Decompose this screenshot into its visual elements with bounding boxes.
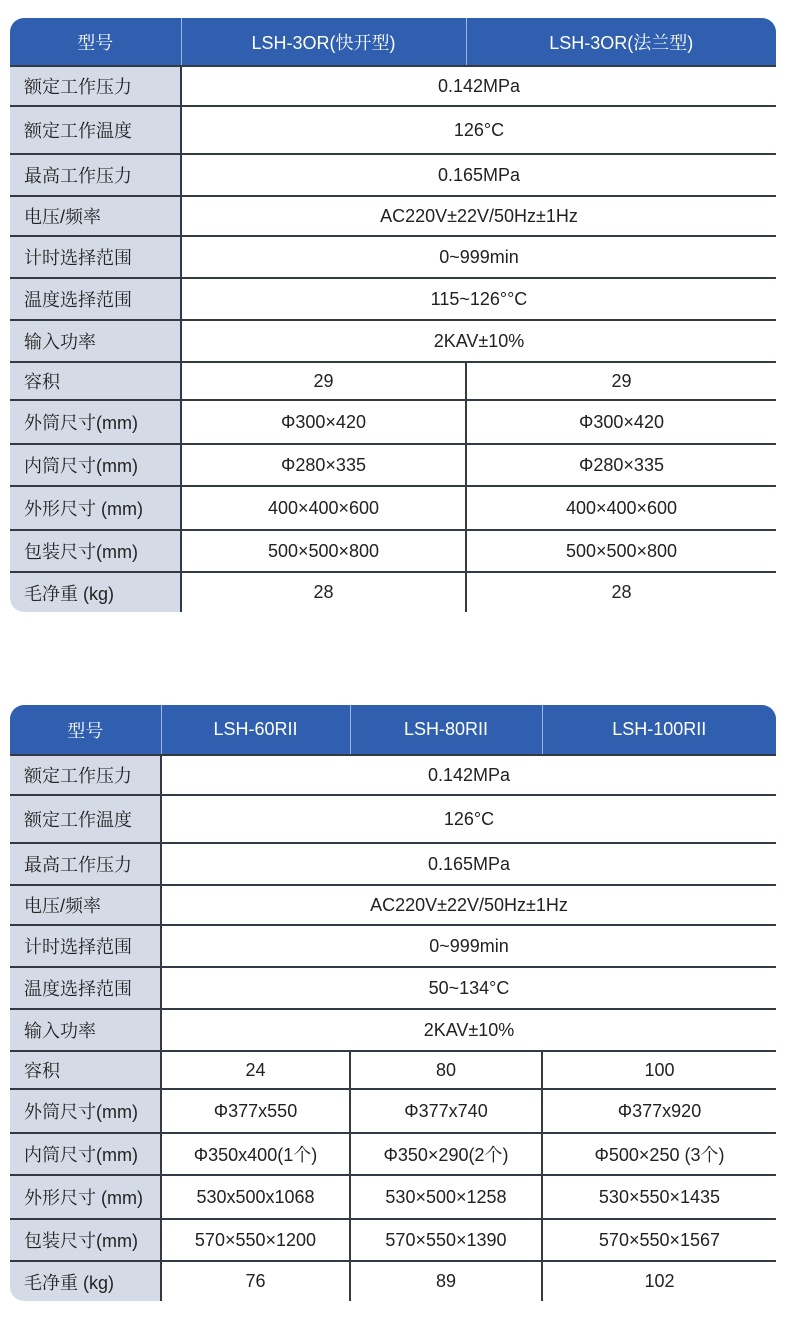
row-value: 102 — [542, 1261, 776, 1301]
table-row — [10, 106, 776, 154]
table-row — [10, 278, 776, 320]
table-row — [10, 154, 776, 196]
row-value: 0.142MPa — [161, 755, 776, 795]
table-row — [10, 1261, 776, 1301]
table-row — [10, 1175, 776, 1219]
row-value: 24 — [161, 1051, 350, 1089]
table-header-row — [10, 18, 776, 66]
row-value: 28 — [466, 572, 776, 612]
row-value: 50~134°C — [161, 967, 776, 1009]
table-row — [10, 362, 776, 400]
table-row — [10, 320, 776, 362]
row-value: Φ377x920 — [542, 1089, 776, 1133]
row-value: Φ280×335 — [181, 444, 466, 486]
row-label: 外形尺寸 (mm) — [10, 1175, 161, 1219]
table-row — [10, 1009, 776, 1051]
row-value: Φ300×420 — [466, 400, 776, 444]
row-value: Φ280×335 — [466, 444, 776, 486]
table-row — [10, 755, 776, 795]
row-value: 0.165MPa — [181, 154, 776, 196]
row-value: 115~126°°C — [181, 278, 776, 320]
model-header-80rii: LSH-80RII — [350, 705, 542, 755]
row-value: 500×500×800 — [466, 530, 776, 572]
row-label: 温度选择范围 — [10, 278, 181, 320]
row-value: Φ377x740 — [350, 1089, 542, 1133]
row-value: 100 — [542, 1051, 776, 1089]
row-value: 530×500×1258 — [350, 1175, 542, 1219]
row-label: 计时选择范围 — [10, 236, 181, 278]
spec-table-lsh-30r — [10, 18, 776, 612]
row-value: 500×500×800 — [181, 530, 466, 572]
row-value: 570×550×1200 — [161, 1219, 350, 1261]
model-label-header: 型号 — [10, 705, 161, 755]
row-label: 容积 — [10, 362, 181, 400]
row-value: AC220V±22V/50Hz±1Hz — [181, 196, 776, 236]
row-label: 内筒尺寸(mm) — [10, 444, 181, 486]
row-value: AC220V±22V/50Hz±1Hz — [161, 885, 776, 925]
row-value: 0.165MPa — [161, 843, 776, 885]
row-label: 电压/频率 — [10, 885, 161, 925]
row-label: 额定工作温度 — [10, 106, 181, 154]
table-row — [10, 236, 776, 278]
row-label: 额定工作压力 — [10, 755, 161, 795]
row-label: 输入功率 — [10, 320, 181, 362]
row-label: 额定工作压力 — [10, 66, 181, 106]
table-row — [10, 1089, 776, 1133]
table-row — [10, 66, 776, 106]
table-row — [10, 843, 776, 885]
row-value: Φ300×420 — [181, 400, 466, 444]
table-row — [10, 885, 776, 925]
row-value: 0.142MPa — [181, 66, 776, 106]
row-label: 外筒尺寸(mm) — [10, 1089, 161, 1133]
model-header-quick-open: LSH-3OR(快开型) — [181, 18, 466, 66]
row-value: 28 — [181, 572, 466, 612]
table-row — [10, 444, 776, 486]
row-label: 内筒尺寸(mm) — [10, 1133, 161, 1175]
row-label: 最高工作压力 — [10, 154, 181, 196]
row-label: 容积 — [10, 1051, 161, 1089]
table-row — [10, 1051, 776, 1089]
row-value: 76 — [161, 1261, 350, 1301]
row-label: 包装尺寸(mm) — [10, 530, 181, 572]
row-value: Φ350x400(1个) — [161, 1133, 350, 1175]
row-value: 400×400×600 — [181, 486, 466, 530]
table-row — [10, 795, 776, 843]
row-label: 温度选择范围 — [10, 967, 161, 1009]
row-value: 2KAV±10% — [181, 320, 776, 362]
table-row — [10, 572, 776, 612]
row-label: 电压/频率 — [10, 196, 181, 236]
row-label: 包装尺寸(mm) — [10, 1219, 161, 1261]
row-value: 2KAV±10% — [161, 1009, 776, 1051]
row-value: 29 — [466, 362, 776, 400]
row-label: 毛净重 (kg) — [10, 1261, 161, 1301]
row-value: 126°C — [161, 795, 776, 843]
row-value: 29 — [181, 362, 466, 400]
model-header-flange: LSH-3OR(法兰型) — [466, 18, 776, 66]
row-label: 计时选择范围 — [10, 925, 161, 967]
model-header-100rii: LSH-100RII — [542, 705, 776, 755]
row-label: 额定工作温度 — [10, 795, 161, 843]
row-value: Φ350×290(2个) — [350, 1133, 542, 1175]
table-row — [10, 196, 776, 236]
table-row — [10, 967, 776, 1009]
table-row — [10, 486, 776, 530]
table-row — [10, 925, 776, 967]
table-row — [10, 400, 776, 444]
row-value: 89 — [350, 1261, 542, 1301]
row-label: 输入功率 — [10, 1009, 161, 1051]
row-label: 外筒尺寸(mm) — [10, 400, 181, 444]
row-value: Φ377x550 — [161, 1089, 350, 1133]
row-value: 530x500x1068 — [161, 1175, 350, 1219]
row-value: 0~999min — [161, 925, 776, 967]
row-label: 最高工作压力 — [10, 843, 161, 885]
table-row — [10, 530, 776, 572]
row-value: 80 — [350, 1051, 542, 1089]
row-value: 570×550×1390 — [350, 1219, 542, 1261]
row-value: 400×400×600 — [466, 486, 776, 530]
row-value: Φ500×250 (3个) — [542, 1133, 776, 1175]
row-label: 外形尺寸 (mm) — [10, 486, 181, 530]
row-value: 126°C — [181, 106, 776, 154]
row-label: 毛净重 (kg) — [10, 572, 181, 612]
model-header-60rii: LSH-60RII — [161, 705, 350, 755]
table-row — [10, 1133, 776, 1175]
spec-table-lsh-rii-series — [10, 705, 776, 1301]
row-value: 570×550×1567 — [542, 1219, 776, 1261]
model-label-header: 型号 — [10, 18, 181, 66]
table-header-row — [10, 705, 776, 755]
row-value: 0~999min — [181, 236, 776, 278]
row-value: 530×550×1435 — [542, 1175, 776, 1219]
table-row — [10, 1219, 776, 1261]
